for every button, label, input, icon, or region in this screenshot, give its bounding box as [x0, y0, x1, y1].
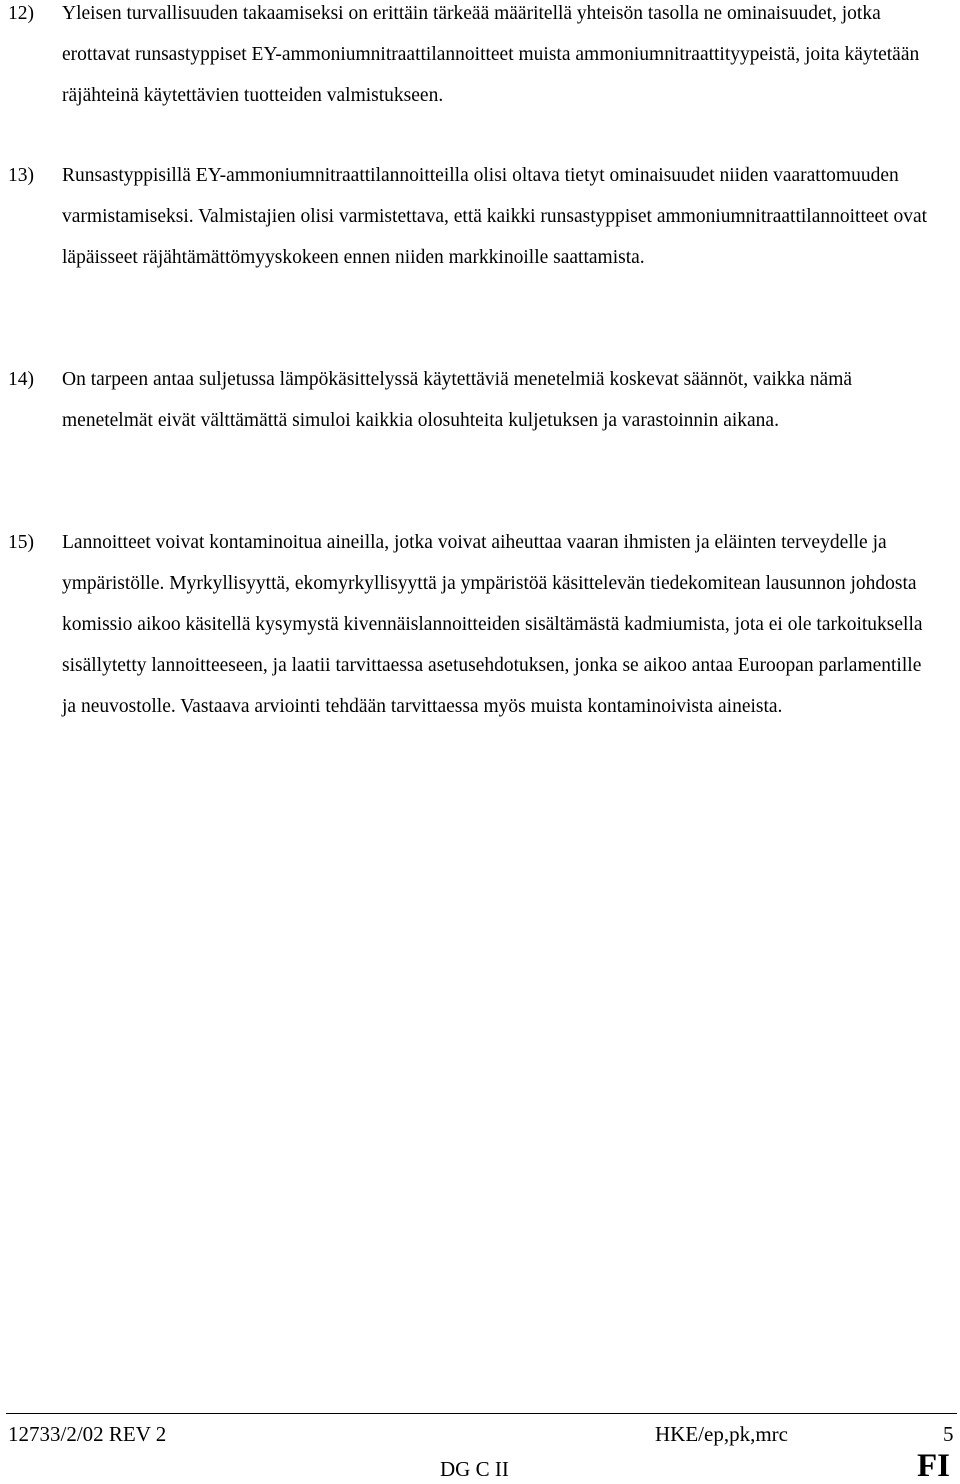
page-number: 5	[943, 1422, 954, 1446]
directorate-label: DG C II	[440, 1457, 509, 1481]
paragraph-text: Runsastyppisillä EY-ammoniumnitraattilannoitteilla olisi oltava tietyt ominaisuudet niiden vaarattomuuden varmistamiseksi. Valmistajien olisi varmistettava, että kaikki runsastyppiset ammoniumnitraattilannoitteet ovat läpäisseet räjähtämättömyyskokeen ennen niiden markkinoille saattamista.	[62, 165, 928, 268]
document-reference: 12733/2/02 REV 2	[8, 1422, 167, 1446]
paragraph-13	[0, 155, 940, 278]
paragraph-12	[0, 0, 940, 116]
footer-divider	[6, 1413, 957, 1414]
author-initials: HKE/ep,pk,mrc	[655, 1422, 788, 1446]
paragraph-text: Lannoitteet voivat kontaminoitua aineilla, jotka voivat aiheuttaa vaaran ihmisten ja eläinten terveydelle ja ympäristölle. Myrkyllisyyttä, ekomyrkyllisyyttä ja ympäristöä käsittelevän tiedekomitean lausunnon johdosta komissio aikoo käsitellä kysymystä kivennäislannoitteiden sisältämästä kadmiumista, jota ei ole tarkoituksella sisällytetty lannoitteeseen, ja laatii tarvittaessa asetusehdotuksen, jonka se aikoo antaa Euroopan parlamentille ja neuvostolle. Vastaava arviointi tehdään tarvittaessa myös muista kontaminoivista aineista.	[62, 532, 923, 717]
paragraph-text: Yleisen turvallisuuden takaamiseksi on erittäin tärkeää määritellä yhteisön tasolla ne ominaisuudet, jotka erottavat runsastyppiset EY-ammoniumnitraattilannoitteet muista ammoniumnitraattityypeistä, joita käytetään räjähteinä käytettävien tuotteiden valmistukseen.	[62, 3, 920, 106]
paragraph-number: 14)	[8, 369, 34, 390]
paragraph-number: 12)	[8, 3, 34, 24]
paragraph-number: 13)	[8, 165, 34, 186]
language-code: FI	[917, 1448, 950, 1484]
paragraph-text: On tarpeen antaa suljetussa lämpökäsittelyssä käytettäviä menetelmiä koskevat säännöt, vaikka nämä menetelmät eivät välttämättä simuloi kaikkia olosuhteita kuljetuksen ja varastoinnin aikana.	[62, 369, 853, 431]
paragraph-number: 15)	[8, 532, 34, 553]
paragraph-15	[0, 522, 940, 727]
paragraph-14	[0, 359, 940, 441]
